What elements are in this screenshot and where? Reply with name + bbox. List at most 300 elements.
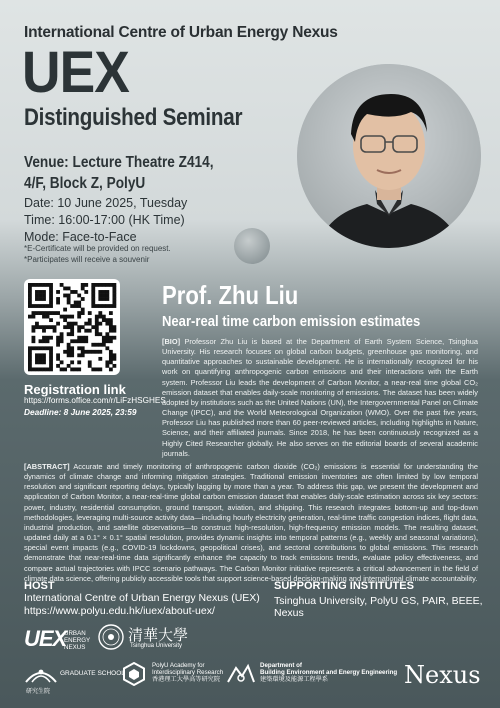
speaker-name: Prof. Zhu Liu xyxy=(162,280,299,310)
qr-module xyxy=(49,336,53,340)
beee-name-2: Building Environment and Energy Engineering xyxy=(260,669,398,676)
qr-module xyxy=(74,339,78,343)
qr-module xyxy=(105,336,109,340)
uex-caption-1: URBAN xyxy=(64,630,86,637)
qr-module xyxy=(77,339,81,343)
qr-module xyxy=(32,315,36,319)
supporting-heading: SUPPORTING INSTITUTES xyxy=(274,580,414,592)
qr-module xyxy=(98,297,102,301)
qr-module xyxy=(98,357,102,361)
qr-module xyxy=(112,287,116,291)
qr-module xyxy=(70,329,74,333)
qr-module xyxy=(67,287,71,291)
qr-module xyxy=(109,311,113,315)
qr-module xyxy=(49,346,53,350)
qr-module xyxy=(35,353,39,357)
certificate-note: *E-Certificate will be provided on request. xyxy=(24,244,171,253)
qr-module xyxy=(91,294,95,298)
qr-module xyxy=(98,304,102,308)
qr-module xyxy=(95,367,99,371)
venue-line-1: Venue: Lecture Theatre Z414, xyxy=(24,154,214,171)
qr-module xyxy=(98,290,102,294)
qr-module xyxy=(81,336,85,340)
qr-module xyxy=(63,294,67,298)
qr-module xyxy=(28,360,32,364)
qr-module xyxy=(42,283,46,287)
qr-module xyxy=(81,287,85,291)
qr-module xyxy=(109,318,113,322)
qr-module xyxy=(28,353,32,357)
qr-module xyxy=(49,301,53,305)
qr-module xyxy=(56,353,60,357)
qr-module xyxy=(95,329,99,333)
qr-module xyxy=(84,336,88,340)
qr-module xyxy=(95,315,99,319)
qr-module xyxy=(95,343,99,347)
qr-module xyxy=(109,357,113,361)
qr-module xyxy=(81,283,85,287)
qr-module xyxy=(67,301,71,305)
qr-module xyxy=(46,336,50,340)
qr-module xyxy=(84,283,88,287)
qr-module xyxy=(49,360,53,364)
qr-module xyxy=(67,353,71,357)
qr-module xyxy=(46,339,50,343)
qr-module xyxy=(49,294,53,298)
qr-module xyxy=(95,332,99,336)
qr-module xyxy=(56,364,60,368)
qr-module xyxy=(39,325,43,329)
qr-module xyxy=(102,290,106,294)
qr-module xyxy=(98,294,102,298)
pair-hexagon-icon xyxy=(122,662,146,686)
qr-module xyxy=(49,311,53,315)
qr-module xyxy=(32,346,36,350)
qr-module xyxy=(88,329,92,333)
qr-module xyxy=(112,357,116,361)
qr-module xyxy=(60,283,64,287)
qr-module xyxy=(95,283,99,287)
qr-module xyxy=(67,332,71,336)
qr-module xyxy=(70,353,74,357)
qr-module xyxy=(32,336,36,340)
qr-module xyxy=(84,339,88,343)
qr-module xyxy=(42,357,46,361)
qr-module xyxy=(70,360,74,364)
qr-module xyxy=(112,301,116,305)
qr-module xyxy=(70,325,74,329)
qr-module xyxy=(88,318,92,322)
qr-module xyxy=(42,353,46,357)
qr-module xyxy=(109,283,113,287)
abstract-text: Accurate and timely monitoring of anthropogenic carbon dioxide (CO₂) emissions is essential for understanding the dynamics of climate change and informing mitigation strategies. Traditional emission inventories are often limited by low temporal resolution and significant reporting delays, typically lagging by more than a year. To address this gap, we present the development and application of Carbon Monitor, a near-real-time global carbon emission dataset that enables daily-scale estimation across six key sectors: power, industry, residential consumption, ground transport, aviation, and shipping. This research integrates bottom-up and top-down methodologies, leveraging multi-source activity data—including hourly electricity generation, real-time traffic congestion indices, flight data, industrial production, and satellite observations—to construct high-resolution, high-frequency emission models. The resulting dataset, updated daily at a 0.1° × 0.1° spatial resolution, provides dynamic insights into temporal patterns (e.g., weekly and seasonal variations), special event impacts (e.g., COVID-19 lockdowns, geopolitical crises), and sectoral contributions to global emissions. This research demonstrate that near-real-time data significantly enhance the capacity to track emissions trends, evaluate policy effectiveness, and compare actual trajectories with IPCC scenario pathways. The Carbon Monitor initiative represents a critical advancement in the field of climate data science, offering publicly accessible tools that support science-based decision-making and international climate accountability. xyxy=(24,462,478,583)
qr-module xyxy=(32,325,36,329)
qr-module xyxy=(60,339,64,343)
registration-title: Registration link xyxy=(24,382,126,397)
qr-module xyxy=(91,304,95,308)
qr-module xyxy=(112,353,116,357)
qr-module xyxy=(35,290,39,294)
qr-module xyxy=(49,364,53,368)
qr-module xyxy=(35,297,39,301)
qr-module xyxy=(81,339,85,343)
event-mode: Mode: Face-to-Face xyxy=(24,230,137,244)
qr-module xyxy=(67,315,71,319)
qr-module xyxy=(39,290,43,294)
qr-module xyxy=(32,367,36,371)
qr-module xyxy=(81,311,85,315)
qr-module xyxy=(28,301,32,305)
qr-module xyxy=(70,346,74,350)
qr-module xyxy=(67,294,71,298)
qr-module xyxy=(49,325,53,329)
qr-module xyxy=(49,357,53,361)
qr-module xyxy=(28,297,32,301)
qr-module xyxy=(77,294,81,298)
qr-module xyxy=(70,315,74,319)
qr-module xyxy=(32,339,36,343)
qr-module xyxy=(91,301,95,305)
qr-module xyxy=(42,304,46,308)
qr-module xyxy=(35,283,39,287)
qr-module xyxy=(49,297,53,301)
uex-caption-3: NEXUS xyxy=(64,644,86,651)
qr-module xyxy=(109,322,113,326)
qr-module xyxy=(49,350,53,354)
registration-link[interactable]: https://forms.office.com/r/LiFzHSGHES xyxy=(24,396,166,405)
qr-module xyxy=(105,290,109,294)
qr-module xyxy=(60,315,64,319)
qr-code-image xyxy=(24,279,120,375)
qr-module xyxy=(112,290,116,294)
qr-module xyxy=(70,339,74,343)
qr-module xyxy=(109,304,113,308)
qr-module xyxy=(35,311,39,315)
qr-module xyxy=(88,364,92,368)
qr-module xyxy=(77,311,81,315)
qr-module xyxy=(84,290,88,294)
qr-module xyxy=(77,367,81,371)
qr-module xyxy=(98,343,102,347)
beee-name-1: Department of xyxy=(260,662,302,669)
qr-module xyxy=(39,283,43,287)
registration-deadline: Deadline: 8 June 2025, 23:59 xyxy=(24,407,137,417)
qr-module xyxy=(91,367,95,371)
qr-module xyxy=(91,290,95,294)
qr-module xyxy=(105,283,109,287)
qr-module xyxy=(39,311,43,315)
qr-module xyxy=(56,290,60,294)
qr-module xyxy=(112,364,116,368)
qr-module xyxy=(56,357,60,361)
beee-name-cn: 建築環境及能源工程學系 xyxy=(260,676,329,683)
qr-module xyxy=(42,367,46,371)
qr-module xyxy=(32,311,36,315)
qr-module xyxy=(70,322,74,326)
qr-module xyxy=(81,353,85,357)
qr-module xyxy=(67,322,71,326)
qr-module xyxy=(39,360,43,364)
qr-module xyxy=(42,294,46,298)
organization-name: International Centre of Urban Energy Nexus xyxy=(24,24,338,41)
host-name: International Centre of Urban Energy Nexus (UEX) xyxy=(24,592,260,604)
qr-module xyxy=(67,325,71,329)
qr-module xyxy=(91,325,95,329)
qr-module xyxy=(77,353,81,357)
qr-module xyxy=(53,311,57,315)
speaker-portrait-illustration xyxy=(297,64,481,248)
qr-module xyxy=(67,364,71,368)
qr-module xyxy=(56,336,60,340)
qr-module xyxy=(39,346,43,350)
qr-module xyxy=(112,283,116,287)
qr-module xyxy=(35,357,39,361)
qr-module xyxy=(28,287,32,291)
qr-module xyxy=(28,367,32,371)
qr-module xyxy=(39,294,43,298)
qr-module xyxy=(56,339,60,343)
qr-module xyxy=(102,318,106,322)
qr-module xyxy=(102,283,106,287)
qr-module xyxy=(98,315,102,319)
graduate-school-emblem-icon xyxy=(24,662,58,686)
qr-module xyxy=(49,287,53,291)
qr-module xyxy=(91,287,95,291)
qr-module xyxy=(46,311,50,315)
qr-module xyxy=(102,336,106,340)
tsinghua-name-en: Tsinghua University xyxy=(130,643,183,649)
qr-module xyxy=(109,339,113,343)
qr-module xyxy=(46,304,50,308)
qr-module xyxy=(91,343,95,347)
speaker-photo xyxy=(297,64,481,248)
qr-module xyxy=(67,343,71,347)
graduate-school-logo xyxy=(24,662,125,695)
event-time: Time: 16:00-17:00 (HK Time) xyxy=(24,213,185,227)
qr-module xyxy=(42,297,46,301)
beee-logo xyxy=(226,662,398,691)
abstract-label: [ABSTRACT] xyxy=(24,462,70,471)
qr-module xyxy=(46,315,50,319)
qr-module xyxy=(35,360,39,364)
qr-module xyxy=(105,304,109,308)
pair-logo xyxy=(122,662,224,691)
qr-module xyxy=(109,353,113,357)
qr-module xyxy=(42,311,46,315)
qr-module xyxy=(102,339,106,343)
qr-module xyxy=(53,329,57,333)
qr-module xyxy=(63,350,67,354)
qr-module xyxy=(74,301,78,305)
qr-module xyxy=(84,322,88,326)
qr-module xyxy=(46,325,50,329)
qr-module xyxy=(28,346,32,350)
qr-module xyxy=(105,364,109,368)
qr-module xyxy=(81,308,85,312)
qr-module xyxy=(95,304,99,308)
qr-module xyxy=(53,325,57,329)
qr-module xyxy=(42,360,46,364)
qr-module xyxy=(56,343,60,347)
qr-module xyxy=(39,304,43,308)
graduate-school-name-cn: 研究生院 xyxy=(26,689,51,695)
qr-module xyxy=(28,350,32,354)
qr-module xyxy=(109,350,113,354)
uex-logo-mark: UEX xyxy=(24,626,67,651)
qr-module xyxy=(112,329,116,333)
qr-module xyxy=(28,364,32,368)
qr-module xyxy=(95,318,99,322)
qr-module xyxy=(112,336,116,340)
qr-module xyxy=(35,325,39,329)
qr-module xyxy=(98,332,102,336)
qr-module xyxy=(39,353,43,357)
graduate-school-name: GRADUATE SCHOOL xyxy=(60,670,125,677)
qr-module xyxy=(49,290,53,294)
qr-module xyxy=(28,294,32,298)
qr-module xyxy=(98,311,102,315)
qr-module xyxy=(42,290,46,294)
qr-module xyxy=(35,367,39,371)
host-heading: HOST xyxy=(24,580,55,592)
qr-module xyxy=(91,283,95,287)
qr-module xyxy=(56,301,60,305)
qr-module xyxy=(98,322,102,326)
qr-module xyxy=(28,290,32,294)
pair-name-1: PolyU Academy for xyxy=(152,662,205,669)
qr-module xyxy=(49,367,53,371)
qr-module xyxy=(49,283,53,287)
venue-line-2: 4/F, Block Z, PolyU xyxy=(24,175,146,192)
qr-module xyxy=(98,283,102,287)
qr-module xyxy=(98,350,102,354)
series-title: UEX xyxy=(22,40,129,105)
qr-module xyxy=(105,294,109,298)
qr-module xyxy=(88,360,92,364)
venue xyxy=(24,152,214,194)
qr-module xyxy=(70,367,74,371)
qr-module xyxy=(56,311,60,315)
qr-module xyxy=(35,304,39,308)
qr-module xyxy=(88,311,92,315)
qr-module xyxy=(77,301,81,305)
qr-module xyxy=(74,304,78,308)
qr-module xyxy=(105,332,109,336)
decorative-circle xyxy=(234,228,270,264)
qr-module xyxy=(112,325,116,329)
qr-module xyxy=(102,294,106,298)
bio-label: [BIO] xyxy=(162,337,181,346)
qr-module xyxy=(28,283,32,287)
registration-qr-code[interactable] xyxy=(24,279,120,375)
qr-module xyxy=(77,315,81,319)
qr-module xyxy=(63,287,67,291)
qr-module xyxy=(81,297,85,301)
qr-module xyxy=(63,308,67,312)
qr-module xyxy=(74,367,78,371)
qr-module xyxy=(39,357,43,361)
qr-module xyxy=(46,346,50,350)
qr-module xyxy=(70,304,74,308)
qr-module xyxy=(63,315,67,319)
qr-module xyxy=(39,339,43,343)
qr-module xyxy=(74,290,78,294)
qr-module xyxy=(91,350,95,354)
qr-module xyxy=(67,346,71,350)
qr-module xyxy=(88,350,92,354)
tsinghua-name-cn: 清華大學 xyxy=(128,626,189,644)
qr-module xyxy=(105,297,109,301)
qr-module xyxy=(112,304,116,308)
qr-module xyxy=(70,332,74,336)
qr-module xyxy=(105,318,109,322)
qr-module xyxy=(39,367,43,371)
qr-module xyxy=(81,346,85,350)
qr-module xyxy=(28,357,32,361)
qr-module xyxy=(109,325,113,329)
uex-caption-2: ENERGY xyxy=(64,637,91,644)
qr-module xyxy=(60,336,64,340)
qr-module xyxy=(60,332,64,336)
qr-module xyxy=(56,297,60,301)
qr-module xyxy=(46,367,50,371)
qr-module xyxy=(63,367,67,371)
qr-module xyxy=(91,297,95,301)
qr-module xyxy=(81,325,85,329)
qr-module xyxy=(63,318,67,322)
qr-module xyxy=(74,322,78,326)
qr-module xyxy=(112,297,116,301)
qr-module xyxy=(77,360,81,364)
qr-module xyxy=(49,318,53,322)
tsinghua-seal-icon xyxy=(98,624,124,650)
qr-module xyxy=(46,283,50,287)
qr-module xyxy=(67,297,71,301)
seminar-title: Distinguished Seminar xyxy=(24,104,243,131)
qr-module xyxy=(77,329,81,333)
qr-module xyxy=(70,290,74,294)
qr-module xyxy=(95,350,99,354)
qr-module xyxy=(35,294,39,298)
qr-module xyxy=(42,346,46,350)
qr-module xyxy=(42,339,46,343)
qr-module xyxy=(81,350,85,354)
qr-module xyxy=(28,315,32,319)
qr-module xyxy=(32,304,36,308)
qr-module xyxy=(109,336,113,340)
uex-logo xyxy=(24,626,91,652)
qr-module xyxy=(112,294,116,298)
qr-module xyxy=(98,367,102,371)
qr-module xyxy=(95,325,99,329)
qr-module xyxy=(77,304,81,308)
qr-module xyxy=(42,325,46,329)
host-link[interactable]: https://www.polyu.edu.hk/iuex/about-uex/ xyxy=(24,605,215,617)
qr-module xyxy=(28,304,32,308)
qr-module xyxy=(35,322,39,326)
qr-module xyxy=(77,346,81,350)
tsinghua-logo xyxy=(98,624,189,655)
qr-module xyxy=(63,325,67,329)
qr-module xyxy=(77,336,81,340)
qr-module xyxy=(32,283,36,287)
qr-module xyxy=(109,367,113,371)
qr-module xyxy=(102,315,106,319)
qr-module xyxy=(105,360,109,364)
qr-module xyxy=(88,322,92,326)
qr-module xyxy=(35,346,39,350)
qr-module xyxy=(105,322,109,326)
